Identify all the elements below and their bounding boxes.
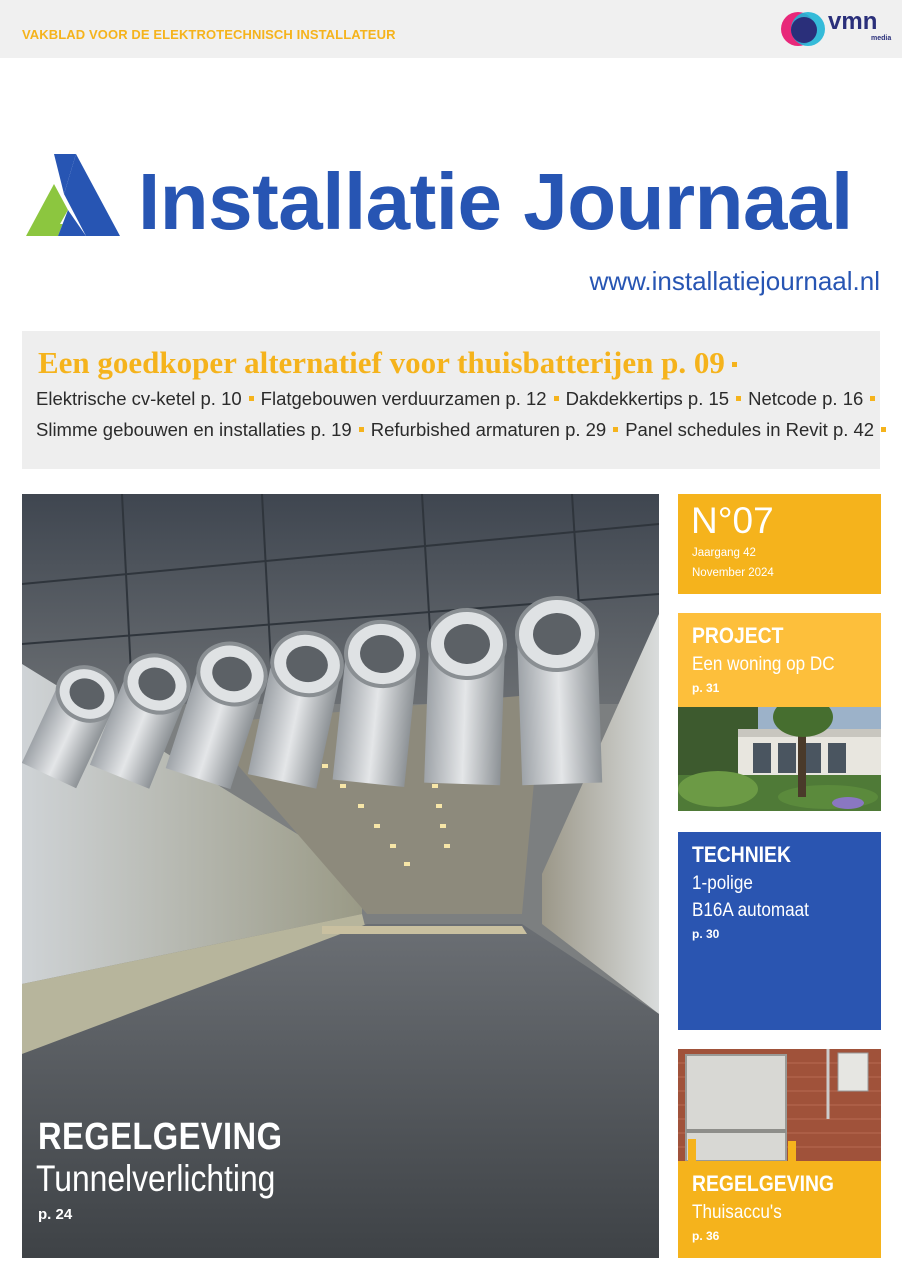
- bullet-square: [732, 362, 737, 367]
- card-page: p. 31: [692, 681, 720, 695]
- installatie-journaal-logo-icon: [24, 150, 122, 240]
- publisher-name: vmn: [828, 8, 878, 35]
- main-story-page: p. 24: [38, 1206, 73, 1223]
- top-bar: [0, 0, 902, 58]
- issue-badge: [678, 494, 881, 594]
- lead-headline: Een goedkoper alternatief voor thuisbatterijen p. 09: [38, 345, 744, 381]
- card-category: TECHNIEK: [692, 842, 791, 867]
- battery-illustration: [678, 1049, 881, 1161]
- project-card[interactable]: [678, 613, 881, 811]
- main-story-title[interactable]: Tunnelverlichting: [36, 1158, 276, 1199]
- masthead-title: Installatie Journaal: [138, 157, 853, 246]
- project-card-header: [678, 613, 881, 707]
- bullet-square: [554, 396, 559, 401]
- bullet-square: [870, 396, 875, 401]
- bullet-square: [881, 427, 886, 432]
- card-page: p. 30: [692, 927, 720, 941]
- toc-item: Netcode p. 16: [748, 388, 864, 409]
- card-category: PROJECT: [692, 623, 784, 648]
- bullet-square: [613, 427, 618, 432]
- toc-line-1: [36, 388, 882, 410]
- issue-volume: Jaargang 42: [692, 547, 756, 559]
- home-battery-photo: [678, 1049, 881, 1161]
- card-page: p. 36: [692, 1229, 720, 1243]
- toc-item: Panel schedules in Revit p. 42: [625, 419, 875, 440]
- issue-date: November 2024: [692, 567, 774, 579]
- website-url[interactable]: www.installatiejournaal.nl: [589, 266, 880, 296]
- house-illustration: [678, 707, 881, 811]
- toc-item: Flatgebouwen verduurzamen p. 12: [260, 388, 547, 409]
- card-category: REGELGEVING: [692, 1171, 834, 1196]
- headlines-box: [22, 331, 880, 469]
- vmn-logo-icon: [778, 6, 828, 52]
- toc-item: Slimme gebouwen en installaties p. 19: [36, 419, 352, 440]
- toc-item: Dakdekkertips p. 15: [565, 388, 730, 409]
- bullet-square: [249, 396, 254, 401]
- project-photo: [678, 707, 881, 811]
- card-title-line-2: B16A automaat: [692, 900, 809, 921]
- main-story-category: REGELGEVING: [38, 1116, 283, 1158]
- toc-item: Elektrische cv-ketel p. 10: [36, 388, 242, 409]
- bullet-square: [736, 396, 741, 401]
- cover-photo-tunnel: [22, 494, 659, 1258]
- techniek-card[interactable]: [678, 832, 881, 1030]
- tagline: VAKBLAD VOOR DE ELEKTROTECHNISCH INSTALLATEUR: [22, 27, 396, 42]
- card-title-line-1: 1-polige: [692, 873, 753, 894]
- card-title: Thuisaccu's: [692, 1202, 782, 1223]
- toc-item: Refurbished armaturen p. 29: [370, 419, 607, 440]
- toc-line-2: [36, 419, 893, 441]
- bullet-square: [359, 427, 364, 432]
- publisher-sub: media: [871, 35, 892, 42]
- regelgeving-card[interactable]: [678, 1049, 881, 1258]
- card-title: Een woning op DC: [692, 654, 835, 675]
- issue-number: N°07: [691, 500, 774, 541]
- vmn-media-logo: [778, 6, 890, 52]
- regelgeving-card-footer: [678, 1161, 881, 1258]
